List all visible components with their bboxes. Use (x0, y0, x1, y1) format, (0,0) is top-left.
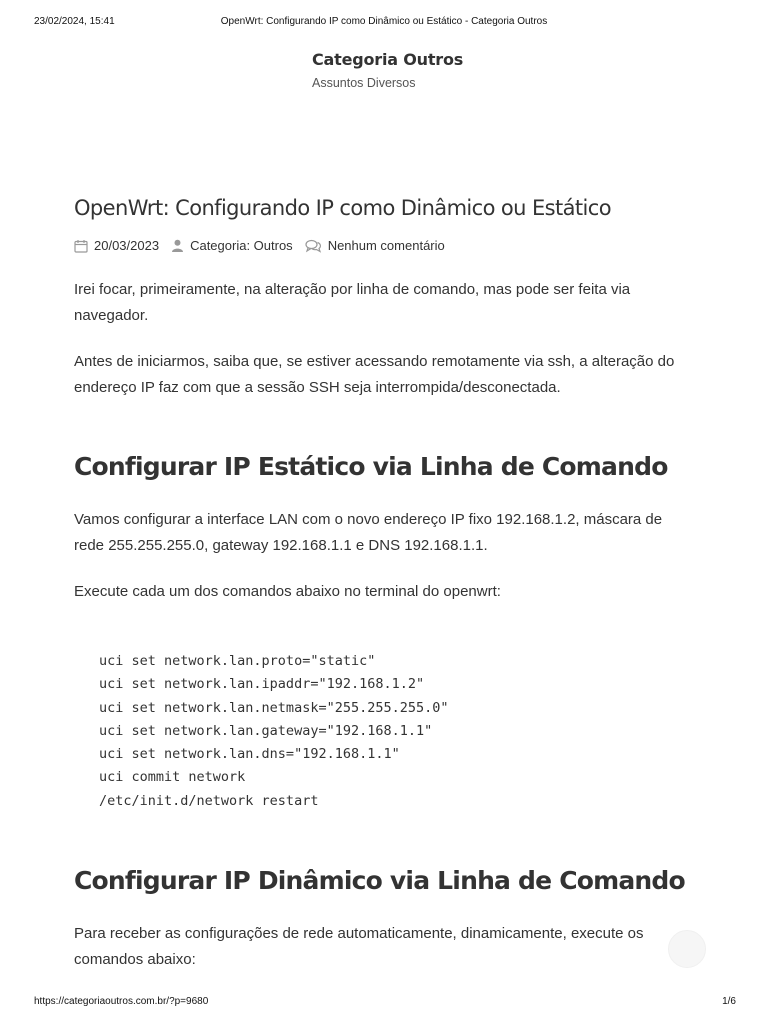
code-block (99, 650, 449, 813)
site-branding (312, 50, 463, 90)
print-page-number: 1/6 (722, 996, 736, 1007)
code-line: uci set network.lan.dns="192.168.1.1" (99, 746, 400, 763)
scroll-to-top-button[interactable] (668, 930, 706, 968)
print-document-title: OpenWrt: Configurando IP como Dinâmico ou Estático - Categoria Outros (220, 16, 548, 27)
code-line: /etc/init.d/network restart (99, 792, 319, 809)
post-date[interactable] (74, 238, 159, 253)
static-paragraph: Vamos configurar a interface LAN com o novo endereço IP fixo 192.168.1.2, máscara de rede 255.255.255.0, gateway 192.168.1.1 e DNS 192.168.1.1. (74, 511, 663, 554)
calendar-icon (74, 239, 88, 253)
post-comments-text: Nenhum comentário (327, 238, 445, 253)
code-line: uci commit network (99, 769, 246, 786)
print-header (0, 16, 768, 30)
post-category[interactable] (171, 238, 293, 253)
code-line: uci set network.lan.ipaddr="192.168.1.2" (99, 676, 425, 693)
dynamic-paragraph: Para receber as configurações de rede automaticamente, dinamicamente, execute os comandos abaixo: (74, 925, 644, 968)
print-footer (0, 996, 768, 1010)
code-line: uci set network.lan.proto="static" (99, 653, 376, 669)
post-date-text: 20/03/2023 (94, 238, 160, 253)
post-comments[interactable] (305, 238, 445, 253)
section-heading-dynamic: Configurar IP Dinâmico via Linha de Comando (74, 866, 685, 895)
user-icon (171, 239, 184, 252)
comments-icon (305, 239, 322, 253)
intro-paragraph: Antes de iniciarmos, saiba que, se estiver acessando remotamente via ssh, a alteração do endereço IP faz com que a sessão SSH seja interrompida/desconectada. (74, 353, 675, 396)
intro-paragraph: Irei focar, primeiramente, na alteração por linha de comando, mas pode ser feita via navegador. (74, 281, 631, 324)
site-description: Assuntos Diversos (312, 76, 416, 90)
print-url: https://categoriaoutros.com.br/?p=9680 (34, 996, 209, 1007)
post-meta (74, 238, 457, 253)
site-title-link[interactable]: Categoria Outros (312, 50, 464, 69)
code-line: uci set network.lan.netmask="255.255.255.0" (99, 699, 449, 716)
print-datetime: 23/02/2024, 15:41 (34, 16, 115, 27)
section-heading-static: Configurar IP Estático via Linha de Comando (74, 452, 668, 481)
code-line: uci set network.lan.gateway="192.168.1.1" (99, 722, 433, 739)
static-paragraph: Execute cada um dos comandos abaixo no terminal do openwrt: (74, 583, 501, 600)
post-title: OpenWrt: Configurando IP como Dinâmico ou Estático (74, 196, 611, 220)
post-category-text: Categoria: Outros (190, 238, 293, 253)
